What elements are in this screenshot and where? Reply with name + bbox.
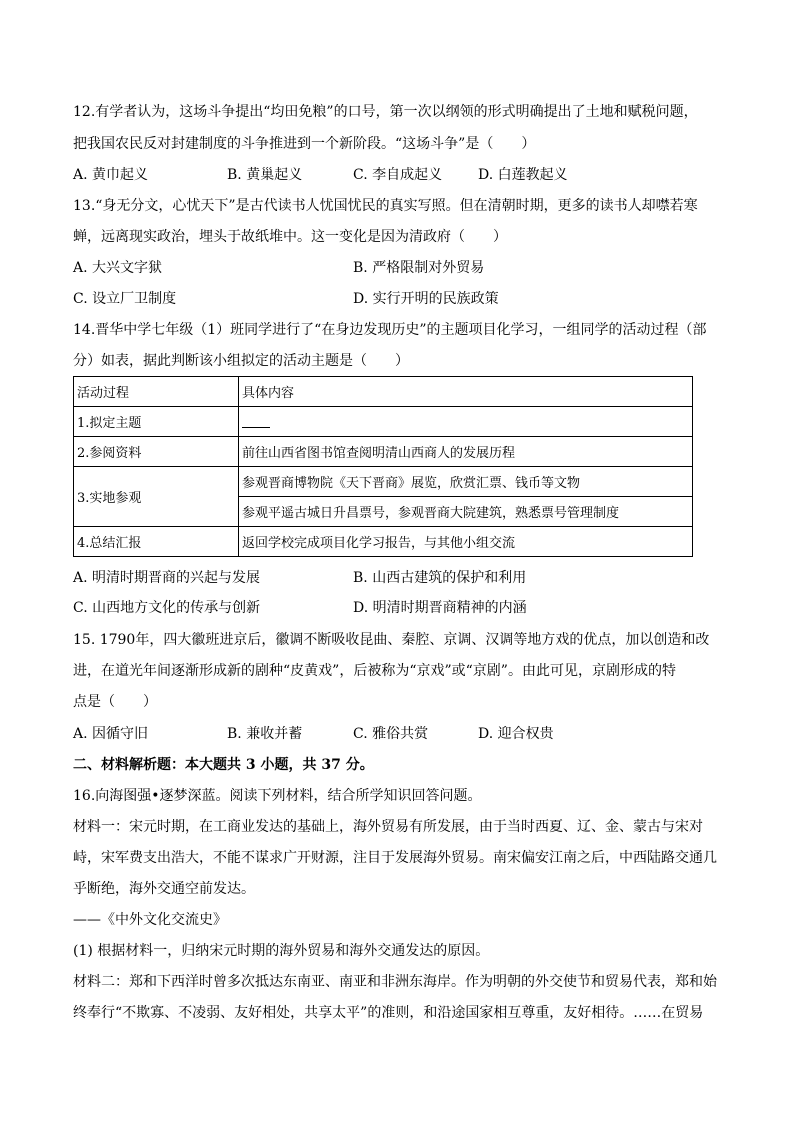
q16-material1-line2: 峙，宋军费支出浩大，不能不谋求广开财源，注目于发展海外贸易。南宋偏安江南之后，中西陆路交通几 <box>73 850 717 866</box>
section-heading: 二、材料解析题：本大题共 3 小题，共 37 分。 <box>73 757 374 773</box>
q13-option-d: D. 实行开明的民族政策 <box>353 291 499 307</box>
q16-material2-line1: 材料二：郑和下西洋时曾多次抵达东南亚、南亚和非洲东海岸。作为明朝的外交使节和贸易代表，郑和始 <box>73 974 717 990</box>
table-cell-content: 返回学校完成项目化学习报告，与其他小组交流 <box>239 527 693 557</box>
q15-stem-line1: 15. 1790年，四大徽班进京后，徽调不断吸收昆曲、秦腔、京调、汉调等地方戏的优点，加以创造和改 <box>73 632 710 648</box>
q16-material1-line1: 材料一：宋元时期，在工商业发达的基础上，海外贸易有所发展，由于当时西夏、辽、金、蒙古与宋对 <box>73 819 703 835</box>
q15-option-a: A. 因循守旧 <box>73 726 149 742</box>
table-cell-step: 2.参阅资料 <box>74 437 239 467</box>
table-row <box>74 437 693 467</box>
q16-material1-line3: 乎断绝，海外交通空前发达。 <box>73 881 255 897</box>
q12-option-a: A. 黄巾起义 <box>73 167 149 183</box>
q15-option-b: B. 兼收并蓄 <box>227 726 303 742</box>
q12-stem-line2: 把我国农民反对封建制度的斗争推进到一个新阶段。“这场斗争”是（ ） <box>73 136 536 152</box>
q14-option-d: D. 明清时期晋商精神的内涵 <box>353 600 527 616</box>
answer-blank <box>242 415 270 428</box>
table-row <box>74 527 693 557</box>
table-cell-step: 4.总结汇报 <box>74 527 239 557</box>
table-header-cell: 具体内容 <box>239 377 693 407</box>
table-row <box>74 467 693 497</box>
table-cell-step: 1.拟定主题 <box>74 407 239 437</box>
q14-option-c: C. 山西地方文化的传承与创新 <box>73 600 261 616</box>
q14-option-a: A. 明清时期晋商的兴起与发展 <box>73 570 261 586</box>
q13-stem-line1: 13.“身无分文，心忧天下”是古代读书人忧国忧民的真实写照。但在清朝时期，更多的读书人却噤若寒 <box>73 198 698 214</box>
q13-stem-line2: 蝉，远离现实政治，埋头于故纸堆中。这一变化是因为清政府（ ） <box>73 229 507 245</box>
q14-stem-line1: 14.晋华中学七年级（1）班同学进行了“在身边发现历史”的主题项目化学习，一组同学的活动过程（部 <box>73 322 707 338</box>
q16-subquestion-1: (1) 根据材料一，归纳宋元时期的海外贸易和海外交通发达的原因。 <box>73 943 490 959</box>
q13-option-b: B. 严格限制对外贸易 <box>353 260 485 276</box>
table-cell-content: 参观晋商博物院《天下晋商》展览，欣赏汇票、钱币等文物 <box>239 467 693 497</box>
q12-option-c: C. 李自成起义 <box>353 167 443 183</box>
table-cell-step: 3.实地参观 <box>74 467 239 527</box>
table-cell-content: 参观平遥古城日升昌票号，参观晋商大院建筑，熟悉票号管理制度 <box>239 497 693 527</box>
q14-stem-line2: 分）如表，据此判断该小组拟定的活动主题是（ ） <box>73 353 409 369</box>
q12-option-d: D. 白莲教起义 <box>478 167 568 183</box>
q16-intro: 16.向海图强•逐梦深蓝。阅读下列材料，结合所学知识回答问题。 <box>73 788 482 804</box>
table-cell-content: 前往山西省图书馆查阅明清山西商人的发展历程 <box>239 437 693 467</box>
q16-material1-source: ——《中外文化交流史》 <box>73 912 227 928</box>
activity-table <box>73 376 693 557</box>
q15-option-c: C. 雅俗共赏 <box>353 726 429 742</box>
q12-option-b: B. 黄巢起义 <box>227 167 303 183</box>
q13-option-c: C. 设立厂卫制度 <box>73 291 177 307</box>
q15-stem-line3: 点是（ ） <box>73 694 157 710</box>
q12-stem-line1: 12.有学者认为，这场斗争提出“均田免粮”的口号，第一次以纲领的形式明确提出了土地和赋税问题， <box>73 104 698 120</box>
q13-option-a: A. 大兴文字狱 <box>73 260 163 276</box>
q15-stem-line2: 进，在道光年间逐渐形成新的剧种“皮黄戏”，后被称为“京戏”或“京剧”。由此可见，京剧形成的特 <box>73 663 676 679</box>
table-header-cell: 活动过程 <box>74 377 239 407</box>
q15-option-d: D. 迎合权贵 <box>478 726 554 742</box>
table-cell-blank <box>239 407 693 437</box>
table-row <box>74 407 693 437</box>
q14-option-b: B. 山西古建筑的保护和利用 <box>353 570 527 586</box>
q16-material2-line2: 终奉行“不欺寡、不凌弱、友好相处，共享太平”的准则，和沿途国家相互尊重，友好相待。……在贸易 <box>73 1005 704 1021</box>
table-header-row <box>74 377 693 407</box>
